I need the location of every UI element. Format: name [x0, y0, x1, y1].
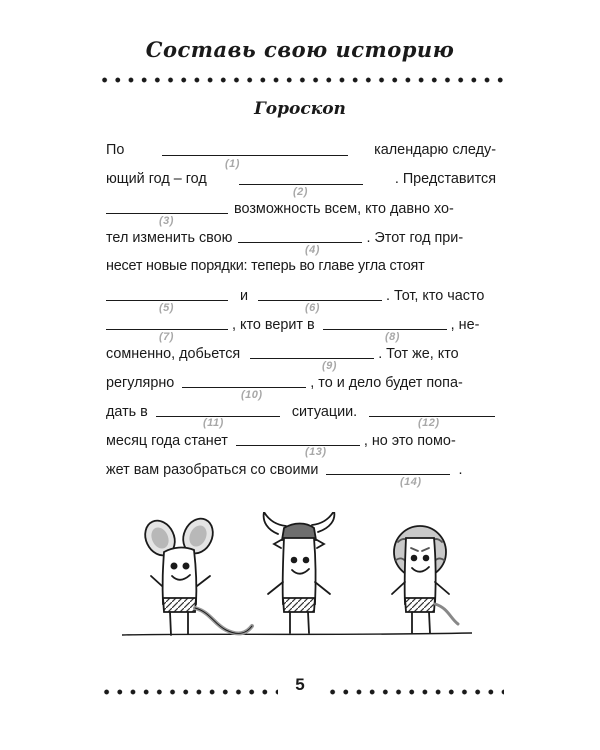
story-text-segment: . Этот год при-: [366, 230, 464, 246]
blank-field-14[interactable]: [326, 458, 450, 475]
story-line-1: [106, 138, 496, 162]
ground-line: [122, 633, 472, 635]
story-text-segment: несет новые порядки: теперь во главе угла стоят: [106, 258, 425, 274]
story-text-segment: , то и дело будет попа-: [310, 375, 463, 391]
blank-field-7[interactable]: [106, 313, 228, 330]
blank-field-10[interactable]: [182, 371, 306, 388]
story-text-segment: По: [106, 142, 125, 158]
blank-number-1: (1): [225, 158, 240, 170]
story-text-segment: . Тот, кто часто: [386, 288, 485, 304]
mouse-character: [140, 514, 252, 635]
blank-number-10: (10): [241, 389, 263, 401]
blank-number-13: (13): [305, 446, 327, 458]
story-text-segment: , не-: [450, 317, 480, 333]
story-text-segment: и: [240, 288, 249, 304]
blank-field-4[interactable]: [238, 226, 362, 243]
blank-number-11: (11): [203, 417, 224, 429]
dotted-divider-top: [98, 77, 504, 83]
story-text-segment: .: [458, 462, 463, 478]
blank-number-12: (12): [418, 417, 440, 429]
story-text-segment: регулярно: [106, 375, 175, 391]
zodiac-illustration: [118, 512, 478, 652]
blank-number-5: (5): [159, 302, 174, 314]
blank-number-4: (4): [305, 244, 320, 256]
story-line-12: [106, 457, 496, 481]
blank-field-6[interactable]: [258, 284, 382, 301]
blank-number-2: (2): [293, 186, 308, 198]
blank-field-1[interactable]: [162, 139, 348, 156]
story-text-segment: месяц года станет: [106, 433, 228, 449]
story-text-segment: , но это помо-: [363, 433, 456, 449]
blank-number-14: (14): [400, 476, 422, 488]
story-text-segment: жет вам разобраться со своими: [106, 462, 319, 478]
story-line-4: [106, 225, 496, 249]
story-text-segment: возможность всем, кто давно хо-: [234, 201, 454, 217]
story-text-segment: . Тот же, кто: [378, 346, 459, 362]
blank-number-6: (6): [305, 302, 320, 314]
story-line-9: [106, 370, 496, 394]
blank-field-5[interactable]: [106, 284, 228, 301]
story-line-8: [106, 341, 496, 365]
story-text-segment: . Представится: [394, 171, 496, 187]
page-number: 5: [295, 675, 305, 694]
blank-field-13[interactable]: [236, 429, 360, 446]
blank-number-7: (7): [159, 331, 174, 343]
ox-character: [264, 512, 335, 633]
blank-field-9[interactable]: [250, 342, 374, 359]
blank-field-11[interactable]: [156, 400, 280, 417]
blank-field-8[interactable]: [323, 313, 447, 330]
story-text-segment: тел изменить свою: [106, 230, 233, 246]
story-text-segment: календарю следу-: [374, 142, 496, 158]
blank-field-12[interactable]: [369, 400, 495, 417]
story-line-5: [106, 254, 496, 278]
blank-number-3: (3): [159, 215, 174, 227]
story-text-segment: дать в: [106, 404, 148, 420]
blank-field-3[interactable]: [106, 197, 228, 214]
story-text-segment: ситуации.: [291, 404, 358, 420]
story-text-segment: сомненно, добьется: [106, 346, 241, 362]
story-text-segment: , кто верит в: [232, 317, 315, 333]
tiger-character: [392, 526, 458, 633]
page-title: Составь свою историю: [145, 37, 455, 62]
blank-number-8: (8): [385, 331, 400, 343]
blank-number-9: (9): [322, 360, 337, 372]
blank-field-2[interactable]: [239, 168, 363, 185]
story-line-11: [106, 428, 496, 452]
dotted-divider-bottom-right: [326, 689, 504, 695]
story-text-segment: ющий год – год: [106, 171, 207, 187]
section-subtitle: Гороскоп: [254, 99, 346, 119]
